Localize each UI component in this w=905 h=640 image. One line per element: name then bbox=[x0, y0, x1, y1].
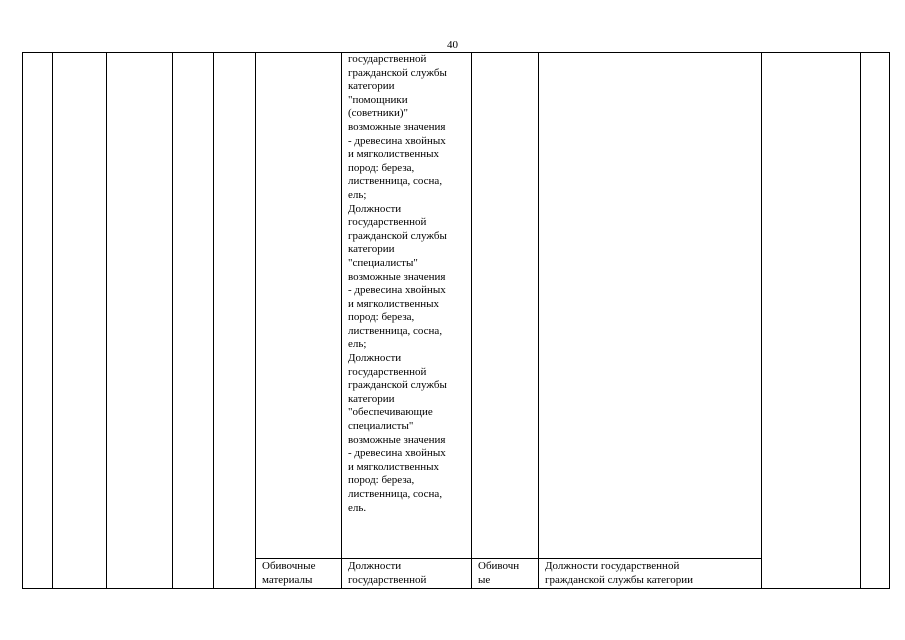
column-divider bbox=[761, 52, 762, 589]
cell-positions-materials: государственной гражданской службы категории "помощники (советники)" возможные значения - древесина хвойных и мягколиственных пород: береза, лиственница, сосна, ель; Должности государственной гражданской службы категории "специалисты" возможные значения - древесина хвойных и мягколиственных пород: береза, лиственница, сосна, ель; Должности государственной гражданской службы категории "обеспечивающие специалисты" возможные значения - древесина хвойных и мягколиственных пород: береза, лиственница, сосна, ель. bbox=[348, 53, 447, 514]
column-divider bbox=[860, 52, 861, 589]
cell-item-name-alt: Обивочн ые bbox=[478, 560, 520, 586]
column-divider bbox=[52, 52, 53, 589]
column-divider bbox=[471, 52, 472, 589]
column-divider bbox=[538, 52, 539, 589]
column-divider bbox=[106, 52, 107, 589]
column-divider bbox=[255, 52, 256, 589]
document-table bbox=[22, 52, 890, 589]
column-divider bbox=[172, 52, 173, 589]
cell-item-name: Обивочные материалы bbox=[262, 560, 316, 586]
cell-positions-alt: Должности государственной гражданской службы категории bbox=[545, 560, 694, 586]
row-divider bbox=[255, 558, 762, 559]
cell-positions: Должности государственной bbox=[348, 560, 427, 586]
table-border-left bbox=[22, 52, 23, 589]
column-divider bbox=[213, 52, 214, 589]
page-number: 40 bbox=[447, 39, 458, 51]
table-border-right bbox=[889, 52, 890, 589]
column-divider bbox=[341, 52, 342, 589]
table-border-bottom bbox=[22, 588, 890, 589]
